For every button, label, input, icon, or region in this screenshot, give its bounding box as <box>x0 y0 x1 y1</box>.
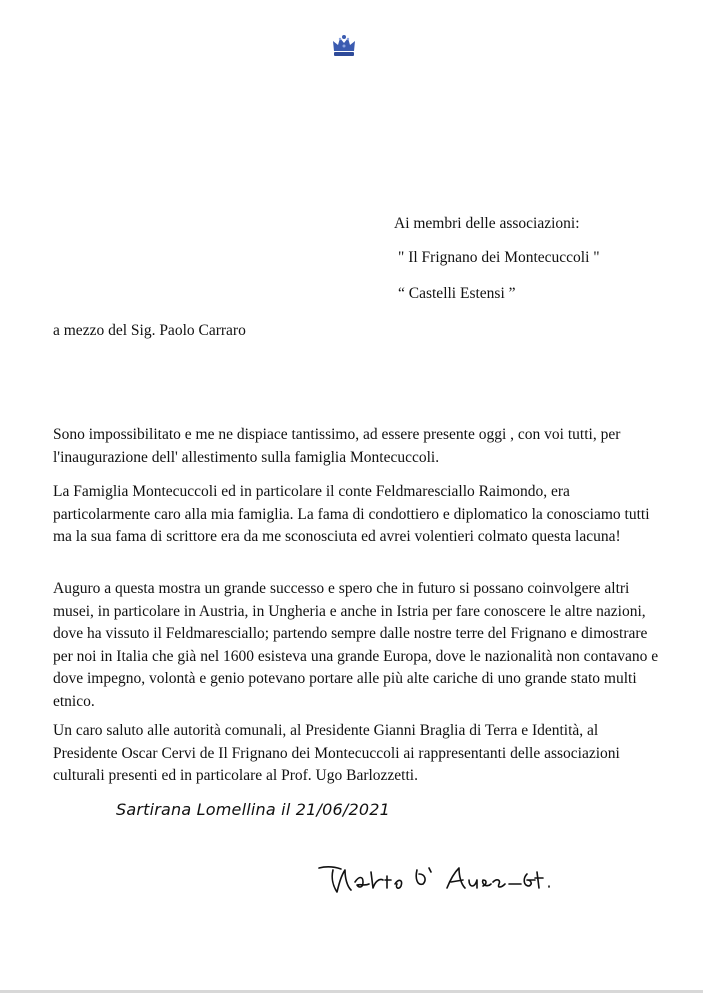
paragraph: Sono impossibilitato e me ne dispiace tantissimo, ad essere presente oggi , con voi tutti, per l'inaugurazione dell' allestimento sulla famiglia Montecuccoli. <box>53 426 621 466</box>
place-date-handwritten: Sartirana Lomellina il 21/06/2021 <box>116 800 390 819</box>
addressee-line: “ Castelli Estensi ” <box>398 285 516 302</box>
addressee-line: " Il Frignano dei Montecuccoli " <box>398 249 600 266</box>
paragraph: Auguro a questa mostra un grande successo e spero che in futuro si possano coinvolgere altri musei, in particolare in Austria, in Ungheria e anche in Istria per fare conoscere le altre nazioni, dove ha vissuto il Feldmaresciallo; partendo sempre dalle nostre terre del Frignano e dimostrare per noi in Italia che già nel 1600 esisteva una grande Europa, dove le nazionalità non contavano e dove impegno, volontà e genio potevano portare alle più alte cariche di uno grande stato multi etnico. <box>53 580 659 710</box>
paragraph: La Famiglia Montecuccoli ed in particolare il conte Feldmaresciallo Raimondo, era particolarmente caro alla mia famiglia. La fama di condottiero e diplomatico la conosciamo tutti ma la sua fama di scrittore era da me sconosciuta ed avrei volentieri colmato questa lacuna! <box>53 483 650 545</box>
addressee-line: Ai membri delle associazioni: <box>394 215 580 232</box>
paragraph: Un caro saluto alle autorità comunali, al Presidente Gianni Braglia di Terra e Identità, al Presidente Oscar Cervi de Il Frignano dei Montecuccoli ai rappresentanti delle associazioni culturali presenti ed in particolare al Prof. Ugo Barlozzetti. <box>53 722 620 784</box>
crown-icon <box>331 33 357 59</box>
via-line: a mezzo del Sig. Paolo Carraro <box>53 322 246 339</box>
handwritten-signature <box>315 858 555 900</box>
bottom-border <box>0 990 703 993</box>
